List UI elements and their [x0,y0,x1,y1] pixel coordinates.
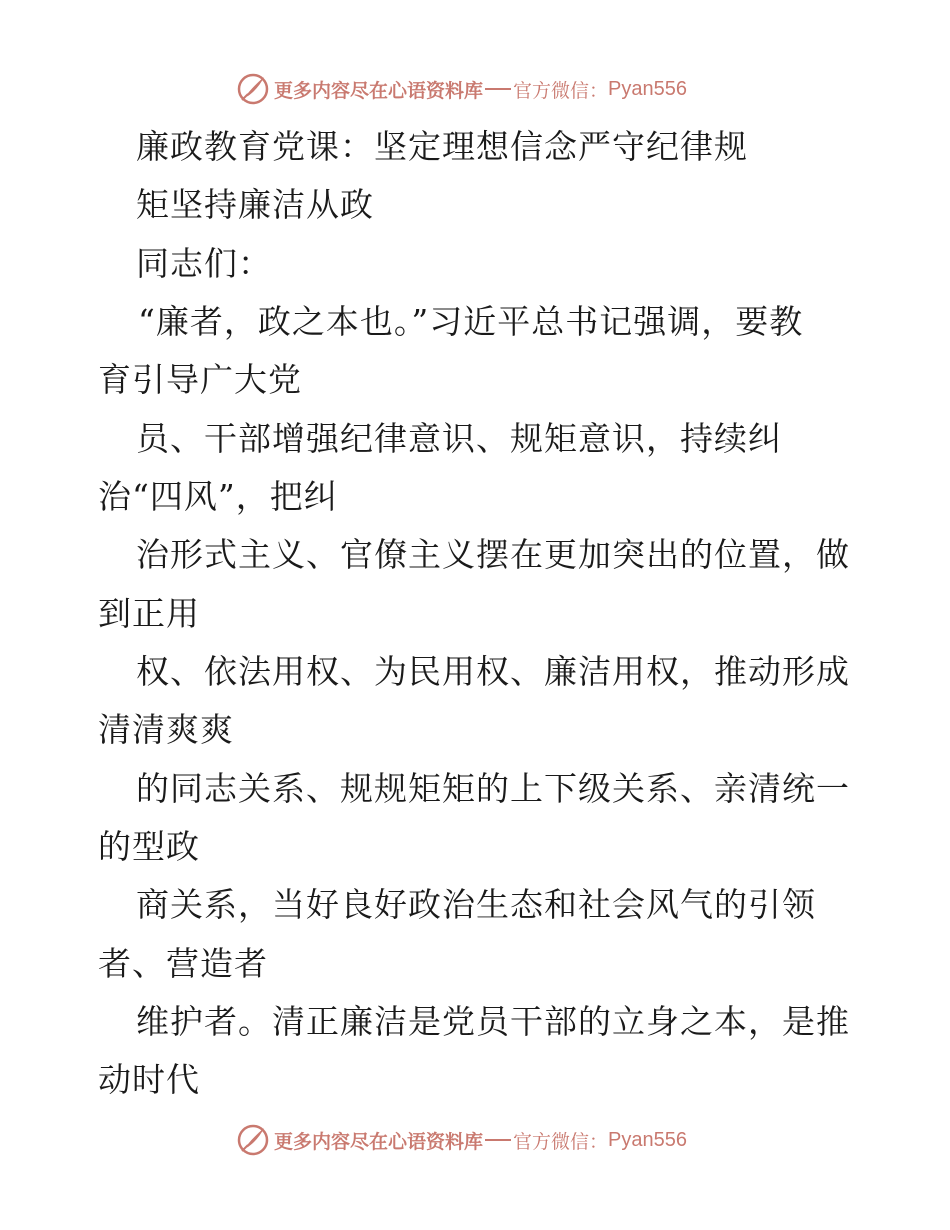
footer-watermark [236,1123,687,1157]
salutation: 同志们： [136,244,272,283]
document-title-line-1: 廉政教育党课：坚定理想信念严守纪律规 [136,127,748,166]
body-line: 治形式主义、官僚主义摆在更加突出的位置，做 [136,535,850,574]
watermark-wechat-label: 官方微信： [513,79,609,102]
header-watermark [236,72,687,106]
watermark-wechat-label: 官方微信： [513,1130,609,1153]
body-line: 的型政 [98,827,200,866]
body-line: 员、干部增强纪律意识、规矩意识，持续纠 [136,419,782,458]
watermark-wechat-id: Pyan556 [608,77,687,100]
body-line: 商关系，当好良好政治生态和社会风气的引领 [136,885,816,924]
document-title-line-2: 矩坚持廉洁从政 [136,185,374,224]
body-line: 的同志关系、规规矩矩的上下级关系、亲清统一 [136,769,850,808]
body-line: 动时代 [98,1060,200,1099]
body-line: 治“四风”，把纠 [98,477,338,516]
watermark-brand-text: 更多内容尽在心语资料库 [274,79,484,102]
watermark-wechat-id: Pyan556 [608,1128,687,1151]
body-line: 权、依法用权、为民用权、廉洁用权，推动形成 [136,652,850,691]
watermark-brand-text: 更多内容尽在心语资料库 [274,1130,484,1153]
watermark-dash [485,1139,511,1141]
feather-pen-logo-icon [236,72,270,106]
body-line: 清清爽爽 [98,710,234,749]
feather-pen-logo-icon [236,1123,270,1157]
body-line: 维护者。清正廉洁是党员干部的立身之本，是推 [136,1002,850,1041]
body-line: 育引导广大党 [98,360,302,399]
body-line: 到正用 [98,594,200,633]
body-line: 者、营造者 [98,944,268,983]
body-line: “廉者，政之本也。”习近平总书记强调，要教 [138,302,804,341]
watermark-dash [485,88,511,90]
